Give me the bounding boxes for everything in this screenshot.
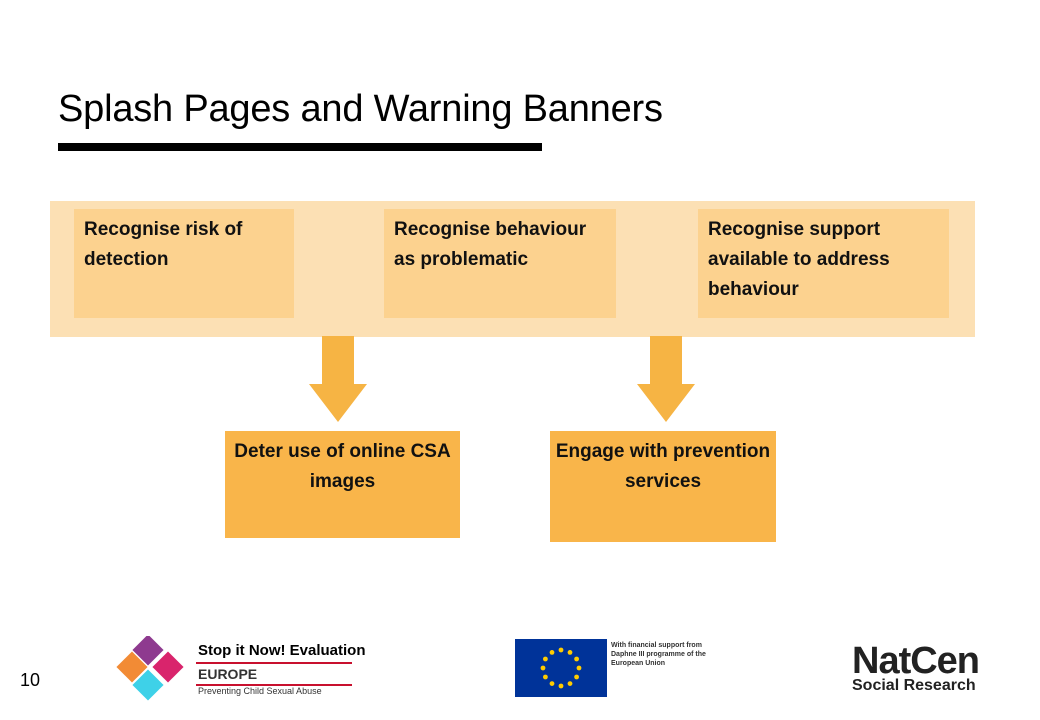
box-engage-prevention: Engage with prevention services xyxy=(550,431,776,542)
arrow-down-shape xyxy=(637,336,695,422)
stop-it-now-title: Stop it Now! Evaluation xyxy=(198,642,366,659)
arrow-down-icon xyxy=(309,336,367,422)
box-risk-of-detection: Recognise risk of detection xyxy=(74,209,294,318)
natcen-logo-name: NatCen xyxy=(852,640,980,682)
stop-it-now-region: EUROPE xyxy=(198,666,258,682)
stop-it-now-rule xyxy=(196,662,352,664)
eu-flag-icon xyxy=(515,639,607,697)
stop-it-now-tagline: Preventing Child Sexual Abuse xyxy=(198,686,322,696)
stop-it-now-puzzle-logo xyxy=(116,636,188,702)
box-deter-use: Deter use of online CSA images xyxy=(225,431,460,538)
page-number: 10 xyxy=(20,670,41,690)
box-behaviour-problematic: Recognise behaviour as problematic xyxy=(384,209,616,318)
arrow-down-shape xyxy=(309,336,367,422)
eu-support-text: With financial support from Daphne III programme of the European Union xyxy=(611,642,706,667)
slide-title: Splash Pages and Warning Banners xyxy=(58,88,663,130)
box-support-available: Recognise support available to address behaviour xyxy=(698,209,949,318)
title-underline xyxy=(58,143,542,151)
arrow-down-icon xyxy=(637,336,695,422)
natcen-logo-subtitle: Social Research xyxy=(852,677,976,694)
